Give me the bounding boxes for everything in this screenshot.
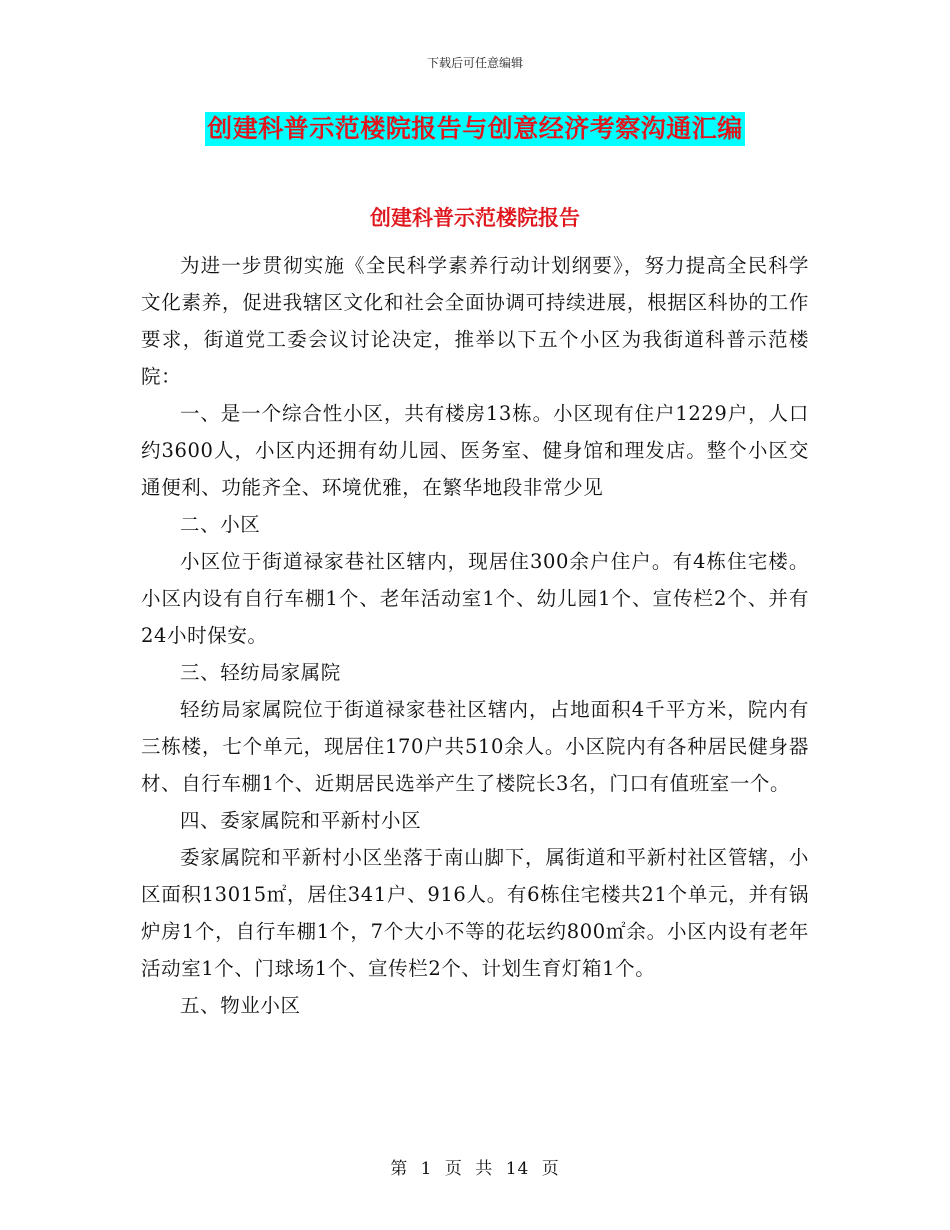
footer-suffix: 页 [541, 1159, 560, 1179]
body-text [141, 247, 809, 1024]
paragraph-item-4: 委家属院和平新村小区坐落于南山脚下，属街道和平新村社区管辖，小区面积13015㎡，居住341户、916人。有6栋住宅楼共21个单元，并有锅炉房1个，自行车棚1个，7个大小不等的花坛约800㎡余。小区内设有老年活动室1个、门球场1个、宣传栏2个、计划生育灯箱1个。 [141, 846, 809, 980]
paragraph-intro: 为进一步贯彻实施《全民科学素养行动计划纲要》，努力提高全民科学文化素养，促进我辖区文化和社会全面协调可持续进展，根据区科协的工作要求，街道党工委会议讨论决定，推举以下五个小区为我街道科普示范楼院： [141, 254, 809, 388]
footer-total-prefix: 共 [475, 1159, 494, 1179]
paragraph-heading-2: 二、小区 [180, 513, 261, 536]
footer-total-pages: 14 [505, 1159, 530, 1179]
paragraph-item-3: 轻纺局家属院位于街道禄家巷社区辖内，占地面积4千平方米，院内有三栋楼，七个单元，现居住170户共510余人。小区院内有各种居民健身器材、自行车棚1个、近期居民选举产生了楼院长3名，门口有值班室一个。 [141, 698, 809, 795]
paragraph-heading-5: 五、物业小区 [180, 994, 301, 1017]
main-title-container [0, 112, 950, 146]
footer-page-word: 页 [444, 1159, 463, 1179]
paragraph-item-1: 一、是一个综合性小区，共有楼房13栋。小区现有住户1229户，人口约3600人，小区内还拥有幼儿园、医务室、健身馆和理发店。整个小区交通便利、功能齐全、环境优雅，在繁华地段非常少见 [141, 402, 809, 499]
paragraph-item-2: 小区位于街道禄家巷社区辖内，现居住300余户住户。有4栋住宅楼。小区内设有自行车棚1个、老年活动室1个、幼儿园1个、宣传栏2个、并有24小时保安。 [141, 550, 809, 647]
header-note: 下载后可任意编辑 [426, 56, 523, 70]
footer-current-page: 1 [420, 1159, 433, 1179]
main-title: 创建科普示范楼院报告与创意经济考察沟通汇编 [205, 112, 745, 146]
paragraph-heading-3: 三、轻纺局家属院 [180, 661, 341, 684]
page-footer [0, 1154, 950, 1179]
footer-prefix: 第 [390, 1159, 409, 1179]
paragraph-heading-4: 四、委家属院和平新村小区 [180, 809, 422, 832]
section-title: 创建科普示范楼院报告 [370, 205, 580, 230]
